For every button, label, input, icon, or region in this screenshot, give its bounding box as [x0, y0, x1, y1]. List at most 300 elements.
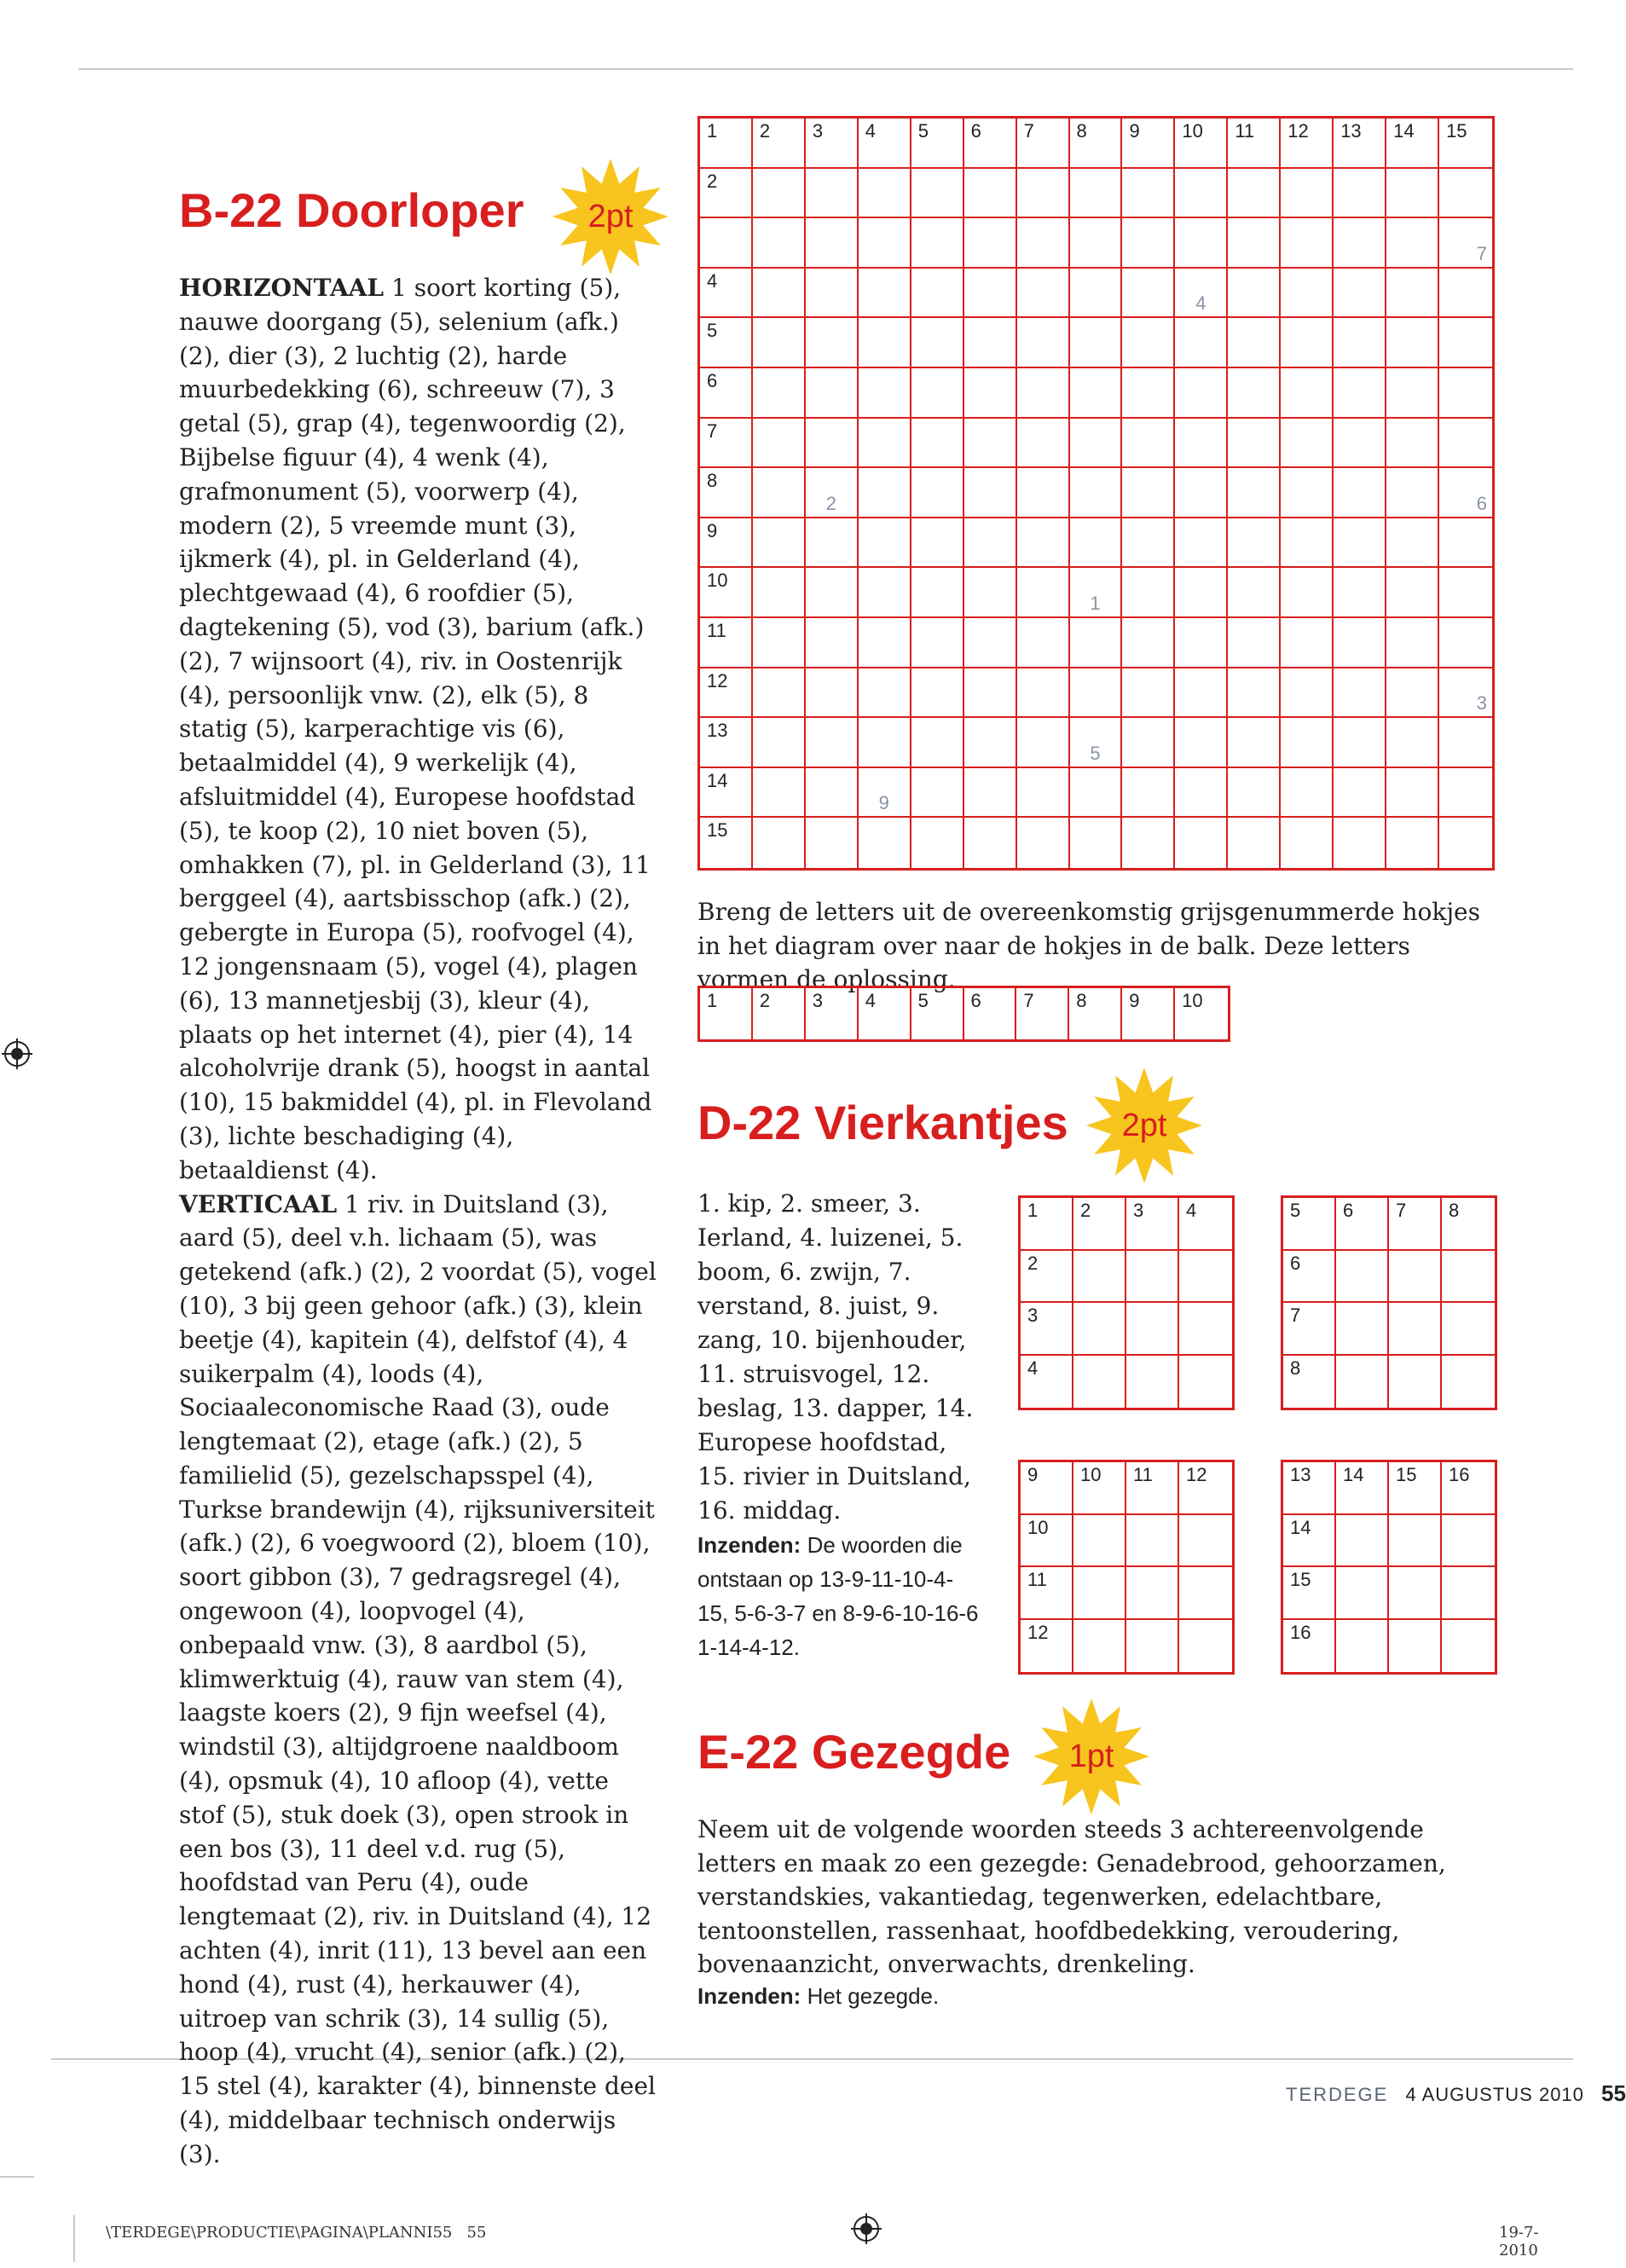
crossword-cell[interactable] [859, 518, 911, 569]
crossword-cell[interactable] [1017, 818, 1070, 868]
crossword-cell[interactable] [806, 169, 859, 219]
crossword-cell[interactable] [700, 518, 753, 569]
crossword-cell[interactable] [1122, 468, 1175, 518]
vierkantje-cell[interactable] [1389, 1356, 1442, 1409]
vierkantje-cell[interactable] [1283, 1303, 1336, 1356]
crossword-cell[interactable] [1386, 768, 1439, 819]
crossword-cell[interactable] [964, 818, 1017, 868]
crossword-cell[interactable] [964, 518, 1017, 569]
crossword-cell[interactable] [1334, 818, 1386, 868]
crossword-cell[interactable] [859, 368, 911, 419]
crossword-cell[interactable] [859, 568, 911, 618]
crossword-cell[interactable] [1439, 518, 1492, 569]
crossword-cell[interactable] [1175, 218, 1228, 269]
crossword-cell[interactable] [1017, 718, 1070, 768]
crossword-cell[interactable] [859, 768, 911, 819]
crossword-cell[interactable] [1334, 618, 1386, 668]
crossword-cell[interactable] [1439, 269, 1492, 319]
vierkantje-cell[interactable] [1336, 1356, 1389, 1409]
crossword-grid[interactable] [697, 116, 1495, 871]
vierkantje-4[interactable] [1281, 1460, 1497, 1675]
crossword-cell[interactable] [753, 318, 806, 368]
vierkantje-cell[interactable] [1283, 1198, 1336, 1251]
crossword-cell[interactable] [1228, 468, 1281, 518]
crossword-cell[interactable] [1439, 468, 1492, 518]
crossword-cell[interactable] [859, 318, 911, 368]
crossword-cell[interactable] [1228, 218, 1281, 269]
crossword-cell[interactable] [1122, 419, 1175, 469]
crossword-cell[interactable] [700, 368, 753, 419]
vierkantje-2[interactable] [1281, 1195, 1497, 1410]
crossword-cell[interactable] [911, 218, 964, 269]
crossword-cell[interactable] [1439, 419, 1492, 469]
crossword-cell[interactable] [1439, 618, 1492, 668]
crossword-cell[interactable] [859, 718, 911, 768]
vierkantje-cell[interactable] [1179, 1462, 1232, 1515]
crossword-cell[interactable] [700, 169, 753, 219]
crossword-cell[interactable] [859, 668, 911, 719]
crossword-cell[interactable] [1386, 518, 1439, 569]
crossword-cell[interactable] [859, 618, 911, 668]
crossword-cell[interactable] [806, 518, 859, 569]
vierkantje-cell[interactable] [1179, 1567, 1232, 1620]
crossword-cell[interactable] [753, 518, 806, 569]
vierkantje-cell[interactable] [1442, 1620, 1495, 1673]
crossword-cell[interactable] [1017, 568, 1070, 618]
crossword-cell[interactable] [964, 318, 1017, 368]
crossword-cell[interactable] [1228, 718, 1281, 768]
crossword-cell[interactable] [1070, 818, 1123, 868]
crossword-cell[interactable] [753, 368, 806, 419]
crossword-cell[interactable] [806, 368, 859, 419]
crossword-cell[interactable] [700, 668, 753, 719]
crossword-cell[interactable] [1017, 218, 1070, 269]
crossword-cell[interactable] [1175, 419, 1228, 469]
crossword-cell[interactable] [1122, 568, 1175, 618]
crossword-cell[interactable] [806, 668, 859, 719]
vierkantje-cell[interactable] [1442, 1515, 1495, 1568]
crossword-cell[interactable] [911, 768, 964, 819]
crossword-cell[interactable] [1228, 169, 1281, 219]
crossword-cell[interactable] [806, 419, 859, 469]
crossword-cell[interactable] [753, 618, 806, 668]
vierkantje-cell[interactable] [1073, 1515, 1126, 1568]
vierkantje-cell[interactable] [1179, 1515, 1232, 1568]
crossword-cell[interactable] [1122, 318, 1175, 368]
crossword-cell[interactable] [753, 568, 806, 618]
crossword-cell[interactable] [1228, 318, 1281, 368]
crossword-cell[interactable] [1228, 269, 1281, 319]
crossword-cell[interactable] [911, 618, 964, 668]
crossword-cell[interactable] [1281, 718, 1334, 768]
crossword-cell[interactable] [700, 768, 753, 819]
vierkantje-cell[interactable] [1021, 1620, 1073, 1673]
crossword-cell[interactable] [1334, 318, 1386, 368]
crossword-cell[interactable] [911, 318, 964, 368]
crossword-cell[interactable] [1070, 668, 1123, 719]
crossword-cell[interactable] [1070, 768, 1123, 819]
crossword-cell[interactable] [753, 269, 806, 319]
vierkantje-cell[interactable] [1021, 1251, 1073, 1304]
crossword-cell[interactable] [1175, 718, 1228, 768]
crossword-cell[interactable] [1281, 269, 1334, 319]
vierkantje-cell[interactable] [1073, 1620, 1126, 1673]
crossword-cell[interactable] [911, 518, 964, 569]
vierkantje-cell[interactable] [1021, 1462, 1073, 1515]
crossword-cell[interactable] [964, 718, 1017, 768]
crossword-cell[interactable] [1017, 668, 1070, 719]
crossword-cell[interactable] [1334, 668, 1386, 719]
crossword-cell[interactable] [753, 468, 806, 518]
crossword-cell[interactable] [1281, 518, 1334, 569]
crossword-cell[interactable] [911, 119, 964, 169]
solution-bar-cell[interactable] [753, 988, 806, 1039]
crossword-cell[interactable] [859, 269, 911, 319]
crossword-cell[interactable] [964, 218, 1017, 269]
crossword-cell[interactable] [700, 718, 753, 768]
crossword-cell[interactable] [1281, 169, 1334, 219]
crossword-cell[interactable] [1334, 368, 1386, 419]
crossword-cell[interactable] [1228, 768, 1281, 819]
vierkantje-cell[interactable] [1283, 1620, 1336, 1673]
crossword-cell[interactable] [1122, 368, 1175, 419]
vierkantje-cell[interactable] [1442, 1198, 1495, 1251]
crossword-cell[interactable] [1175, 169, 1228, 219]
crossword-cell[interactable] [753, 668, 806, 719]
crossword-cell[interactable] [964, 618, 1017, 668]
crossword-cell[interactable] [753, 818, 806, 868]
crossword-cell[interactable] [1334, 269, 1386, 319]
crossword-cell[interactable] [1281, 768, 1334, 819]
crossword-cell[interactable] [1281, 618, 1334, 668]
solution-bar-cell[interactable] [911, 988, 964, 1039]
solution-bar-cell[interactable] [1069, 988, 1122, 1039]
solution-bar-cell[interactable] [859, 988, 911, 1039]
vierkantje-cell[interactable] [1283, 1356, 1336, 1409]
crossword-cell[interactable] [700, 818, 753, 868]
crossword-cell[interactable] [700, 419, 753, 469]
vierkantje-cell[interactable] [1126, 1251, 1179, 1304]
vierkantje-cell[interactable] [1283, 1567, 1336, 1620]
crossword-cell[interactable] [1122, 618, 1175, 668]
crossword-cell[interactable] [1017, 618, 1070, 668]
crossword-cell[interactable] [700, 318, 753, 368]
crossword-cell[interactable] [1228, 668, 1281, 719]
crossword-cell[interactable] [1228, 818, 1281, 868]
crossword-cell[interactable] [1386, 119, 1439, 169]
crossword-cell[interactable] [700, 468, 753, 518]
crossword-cell[interactable] [911, 818, 964, 868]
crossword-cell[interactable] [1439, 668, 1492, 719]
crossword-cell[interactable] [1122, 818, 1175, 868]
crossword-cell[interactable] [1175, 768, 1228, 819]
crossword-cell[interactable] [1281, 218, 1334, 269]
vierkantje-cell[interactable] [1073, 1462, 1126, 1515]
vierkantje-cell[interactable] [1179, 1198, 1232, 1251]
crossword-cell[interactable] [1017, 169, 1070, 219]
crossword-cell[interactable] [1386, 419, 1439, 469]
vierkantje-cell[interactable] [1126, 1515, 1179, 1568]
vierkantje-cell[interactable] [1126, 1567, 1179, 1620]
vierkantje-1[interactable] [1018, 1195, 1235, 1410]
vierkantje-cell[interactable] [1073, 1251, 1126, 1304]
crossword-cell[interactable] [1334, 768, 1386, 819]
crossword-cell[interactable] [1017, 368, 1070, 419]
crossword-cell[interactable] [1439, 119, 1492, 169]
crossword-cell[interactable] [806, 468, 859, 518]
crossword-cell[interactable] [1439, 218, 1492, 269]
crossword-cell[interactable] [859, 169, 911, 219]
vierkantje-cell[interactable] [1073, 1356, 1126, 1409]
crossword-cell[interactable] [1228, 568, 1281, 618]
crossword-cell[interactable] [1175, 618, 1228, 668]
crossword-cell[interactable] [1281, 468, 1334, 518]
crossword-cell[interactable] [1386, 269, 1439, 319]
crossword-cell[interactable] [1281, 419, 1334, 469]
vierkantje-cell[interactable] [1126, 1462, 1179, 1515]
solution-bar-cell[interactable] [806, 988, 859, 1039]
vierkantje-cell[interactable] [1283, 1251, 1336, 1304]
crossword-cell[interactable] [1070, 518, 1123, 569]
crossword-cell[interactable] [1439, 568, 1492, 618]
crossword-cell[interactable] [1017, 768, 1070, 819]
crossword-cell[interactable] [753, 768, 806, 819]
crossword-cell[interactable] [1228, 368, 1281, 419]
vierkantje-cell[interactable] [1336, 1251, 1389, 1304]
vierkantje-cell[interactable] [1073, 1198, 1126, 1251]
crossword-cell[interactable] [806, 568, 859, 618]
crossword-cell[interactable] [1386, 368, 1439, 419]
crossword-cell[interactable] [806, 318, 859, 368]
vierkantje-cell[interactable] [1389, 1620, 1442, 1673]
crossword-cell[interactable] [964, 419, 1017, 469]
vierkantje-cell[interactable] [1126, 1620, 1179, 1673]
crossword-cell[interactable] [753, 218, 806, 269]
crossword-cell[interactable] [1070, 419, 1123, 469]
vierkantje-cell[interactable] [1283, 1462, 1336, 1515]
crossword-cell[interactable] [859, 218, 911, 269]
vierkantje-cell[interactable] [1336, 1462, 1389, 1515]
vierkantje-cell[interactable] [1021, 1198, 1073, 1251]
crossword-cell[interactable] [1228, 518, 1281, 569]
crossword-cell[interactable] [1386, 169, 1439, 219]
crossword-cell[interactable] [1386, 218, 1439, 269]
crossword-cell[interactable] [1070, 618, 1123, 668]
vierkantje-cell[interactable] [1021, 1567, 1073, 1620]
crossword-cell[interactable] [1386, 318, 1439, 368]
crossword-cell[interactable] [1175, 468, 1228, 518]
crossword-cell[interactable] [911, 718, 964, 768]
crossword-cell[interactable] [1228, 618, 1281, 668]
vierkantje-cell[interactable] [1442, 1462, 1495, 1515]
crossword-cell[interactable] [753, 119, 806, 169]
crossword-cell[interactable] [1122, 718, 1175, 768]
crossword-cell[interactable] [1175, 568, 1228, 618]
crossword-cell[interactable] [700, 269, 753, 319]
crossword-cell[interactable] [1439, 818, 1492, 868]
crossword-cell[interactable] [1334, 419, 1386, 469]
crossword-cell[interactable] [1439, 718, 1492, 768]
crossword-cell[interactable] [1070, 568, 1123, 618]
vierkantje-cell[interactable] [1389, 1198, 1442, 1251]
crossword-cell[interactable] [1175, 668, 1228, 719]
solution-bar-cell[interactable] [700, 988, 753, 1039]
crossword-cell[interactable] [1175, 818, 1228, 868]
crossword-cell[interactable] [1281, 119, 1334, 169]
crossword-cell[interactable] [1175, 518, 1228, 569]
crossword-cell[interactable] [859, 818, 911, 868]
crossword-cell[interactable] [1175, 318, 1228, 368]
crossword-cell[interactable] [1017, 419, 1070, 469]
crossword-cell[interactable] [964, 119, 1017, 169]
crossword-cell[interactable] [911, 419, 964, 469]
vierkantje-cell[interactable] [1179, 1620, 1232, 1673]
crossword-cell[interactable] [806, 119, 859, 169]
vierkantje-cell[interactable] [1179, 1303, 1232, 1356]
crossword-cell[interactable] [911, 468, 964, 518]
vierkantje-cell[interactable] [1442, 1567, 1495, 1620]
crossword-cell[interactable] [964, 668, 1017, 719]
crossword-cell[interactable] [1334, 119, 1386, 169]
crossword-cell[interactable] [1386, 568, 1439, 618]
solution-bar-cell[interactable] [964, 988, 1017, 1039]
crossword-cell[interactable] [806, 718, 859, 768]
crossword-cell[interactable] [1017, 468, 1070, 518]
crossword-cell[interactable] [859, 119, 911, 169]
crossword-cell[interactable] [1334, 169, 1386, 219]
crossword-cell[interactable] [1334, 518, 1386, 569]
crossword-cell[interactable] [700, 119, 753, 169]
crossword-cell[interactable] [1070, 718, 1123, 768]
vierkantje-cell[interactable] [1126, 1303, 1179, 1356]
crossword-cell[interactable] [911, 668, 964, 719]
crossword-cell[interactable] [1228, 419, 1281, 469]
crossword-cell[interactable] [806, 818, 859, 868]
crossword-cell[interactable] [753, 718, 806, 768]
vierkantje-cell[interactable] [1073, 1303, 1126, 1356]
crossword-cell[interactable] [1439, 318, 1492, 368]
vierkantje-cell[interactable] [1389, 1303, 1442, 1356]
crossword-cell[interactable] [1386, 618, 1439, 668]
crossword-cell[interactable] [1070, 218, 1123, 269]
crossword-cell[interactable] [700, 618, 753, 668]
vierkantje-cell[interactable] [1126, 1356, 1179, 1409]
crossword-cell[interactable] [1334, 718, 1386, 768]
crossword-cell[interactable] [1228, 119, 1281, 169]
crossword-cell[interactable] [1070, 318, 1123, 368]
crossword-cell[interactable] [911, 568, 964, 618]
crossword-cell[interactable] [1439, 768, 1492, 819]
vierkantje-cell[interactable] [1442, 1303, 1495, 1356]
crossword-cell[interactable] [1386, 468, 1439, 518]
crossword-cell[interactable] [1070, 368, 1123, 419]
vierkantje-cell[interactable] [1179, 1251, 1232, 1304]
crossword-cell[interactable] [1017, 119, 1070, 169]
crossword-cell[interactable] [1122, 218, 1175, 269]
vierkantje-cell[interactable] [1336, 1198, 1389, 1251]
crossword-cell[interactable] [1281, 568, 1334, 618]
crossword-cell[interactable] [1122, 119, 1175, 169]
crossword-cell[interactable] [1122, 668, 1175, 719]
crossword-cell[interactable] [1070, 119, 1123, 169]
vierkantje-cell[interactable] [1389, 1515, 1442, 1568]
vierkantje-cell[interactable] [1442, 1251, 1495, 1304]
solution-bar-cell[interactable] [1175, 988, 1228, 1039]
crossword-cell[interactable] [1334, 468, 1386, 518]
crossword-cell[interactable] [1386, 668, 1439, 719]
crossword-cell[interactable] [806, 768, 859, 819]
crossword-cell[interactable] [1070, 468, 1123, 518]
vierkantje-3[interactable] [1018, 1460, 1235, 1675]
crossword-cell[interactable] [1439, 169, 1492, 219]
crossword-cell[interactable] [964, 768, 1017, 819]
vierkantje-cell[interactable] [1021, 1356, 1073, 1409]
crossword-cell[interactable] [1175, 119, 1228, 169]
crossword-cell[interactable] [753, 169, 806, 219]
crossword-cell[interactable] [1175, 368, 1228, 419]
crossword-cell[interactable] [964, 269, 1017, 319]
vierkantje-cell[interactable] [1389, 1251, 1442, 1304]
crossword-cell[interactable] [859, 468, 911, 518]
crossword-cell[interactable] [753, 419, 806, 469]
crossword-cell[interactable] [1122, 518, 1175, 569]
vierkantje-cell[interactable] [1179, 1356, 1232, 1409]
vierkantje-cell[interactable] [1336, 1515, 1389, 1568]
vierkantje-cell[interactable] [1389, 1567, 1442, 1620]
crossword-cell[interactable] [911, 269, 964, 319]
crossword-cell[interactable] [1439, 368, 1492, 419]
vierkantje-cell[interactable] [1442, 1356, 1495, 1409]
crossword-cell[interactable] [1017, 318, 1070, 368]
crossword-cell[interactable] [1017, 269, 1070, 319]
vierkantje-cell[interactable] [1126, 1198, 1179, 1251]
crossword-cell[interactable] [700, 218, 753, 269]
crossword-cell[interactable] [859, 419, 911, 469]
crossword-cell[interactable] [1281, 818, 1334, 868]
solution-bar[interactable] [697, 986, 1230, 1042]
crossword-cell[interactable] [964, 169, 1017, 219]
crossword-cell[interactable] [1070, 169, 1123, 219]
crossword-cell[interactable] [1175, 269, 1228, 319]
vierkantje-cell[interactable] [1021, 1515, 1073, 1568]
crossword-cell[interactable] [806, 218, 859, 269]
crossword-cell[interactable] [806, 618, 859, 668]
crossword-cell[interactable] [911, 169, 964, 219]
crossword-cell[interactable] [964, 368, 1017, 419]
crossword-cell[interactable] [1122, 269, 1175, 319]
crossword-cell[interactable] [1281, 318, 1334, 368]
vierkantje-cell[interactable] [1336, 1567, 1389, 1620]
crossword-cell[interactable] [964, 468, 1017, 518]
crossword-cell[interactable] [806, 269, 859, 319]
crossword-cell[interactable] [1386, 818, 1439, 868]
crossword-cell[interactable] [1017, 518, 1070, 569]
crossword-cell[interactable] [1070, 269, 1123, 319]
crossword-cell[interactable] [700, 568, 753, 618]
vierkantje-cell[interactable] [1073, 1567, 1126, 1620]
crossword-cell[interactable] [1122, 169, 1175, 219]
crossword-cell[interactable] [1281, 668, 1334, 719]
vierkantje-cell[interactable] [1021, 1303, 1073, 1356]
crossword-cell[interactable] [1334, 568, 1386, 618]
crossword-cell[interactable] [1334, 218, 1386, 269]
vierkantje-cell[interactable] [1336, 1303, 1389, 1356]
crossword-cell[interactable] [964, 568, 1017, 618]
solution-bar-cell[interactable] [1122, 988, 1175, 1039]
vierkantje-cell[interactable] [1336, 1620, 1389, 1673]
crossword-cell[interactable] [1386, 718, 1439, 768]
solution-bar-cell[interactable] [1016, 988, 1069, 1039]
